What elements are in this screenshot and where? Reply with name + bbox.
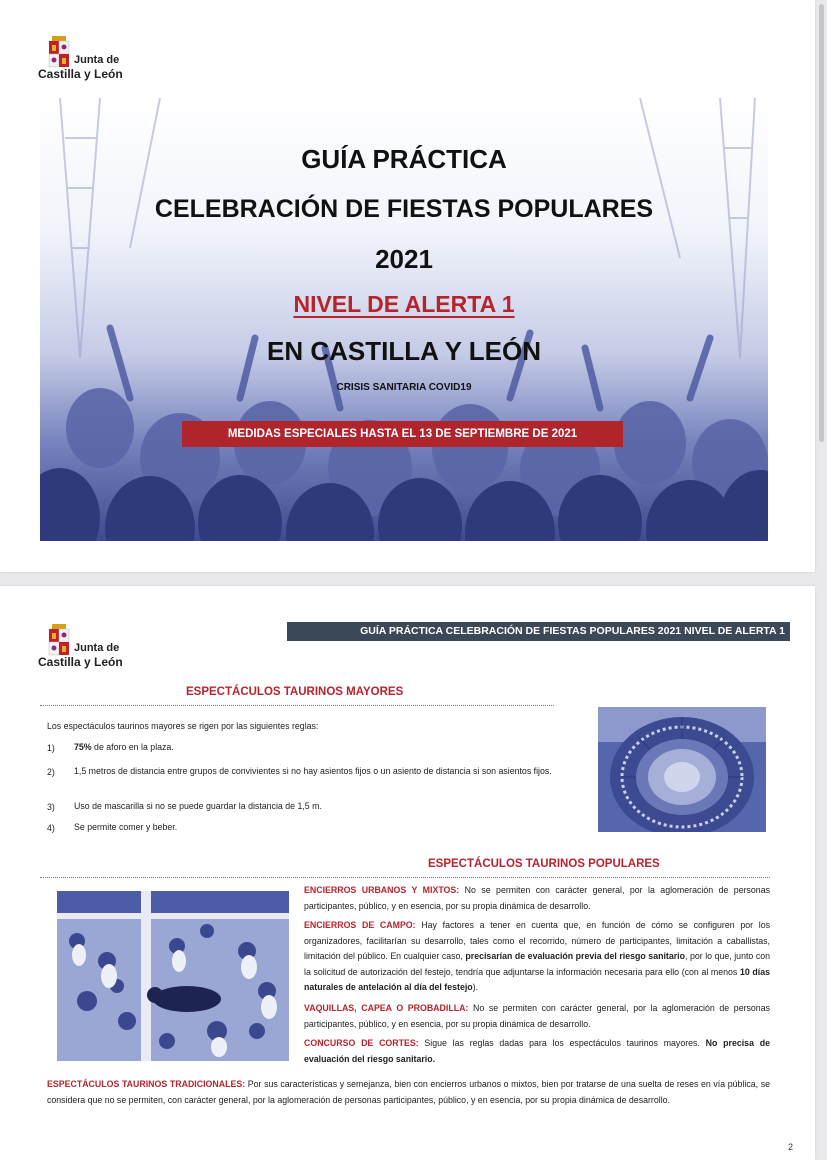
page-number: 2	[788, 1142, 794, 1152]
encierro-photo	[57, 891, 289, 1061]
section1-intro: Los espectáculos taurinos mayores se rigen por las siguientes reglas:	[47, 721, 319, 731]
bullring-photo	[598, 707, 766, 832]
section-divider	[40, 705, 554, 706]
encierros-urbanos-paragraph: ENCIERROS URBANOS Y MIXTOS: No se permiten con carácter general, por la aglomeración de personas participantes, público, y en esencia, por su propia dinámica de desarrollo.	[304, 885, 770, 911]
document-header-bar: GUÍA PRÁCTICA CELEBRACIÓN DE FIESTAS POPULARES 2021 NIVEL DE ALERTA 1	[287, 622, 790, 641]
cover-year: 2021	[375, 244, 433, 274]
list-item-number: 2)	[47, 767, 55, 777]
list-item-number: 4)	[47, 823, 55, 833]
section-divider	[40, 877, 770, 878]
logo-line2: Castilla y León	[38, 655, 123, 669]
section-taurinos-mayores-title: ESPECTÁCULOS TAURINOS MAYORES	[186, 686, 404, 698]
logo-line1: Junta de	[74, 54, 120, 66]
cover-title-guia: GUÍA PRÁCTICA	[301, 144, 507, 174]
list-item: 1,5 metros de distancia entre grupos de convivientes si no hay asientos fijos o un asiento de distancia si son asientos fijos.	[74, 766, 552, 776]
junta-logo	[38, 36, 148, 86]
tradicionales-paragraph: ESPECTÁCULOS TAURINOS TRADICIONALES: Por sus características y semejanza, bien con encierros urbanos o mixtos, bien por tratarse de una suelta de reses en vía pública, se considera que no se permiten, con carácter general, por la aglomeración de personas participantes, público, y en esencia, por su propia dinámica de desarrollo.	[47, 1079, 770, 1105]
castilla-leon-shield-icon	[48, 624, 70, 658]
castilla-leon-shield-icon	[48, 36, 70, 70]
concurso-cortes-paragraph: CONCURSO DE CORTES: Sigue las reglas dadas para los espectáculos taurinos mayores. No precisa de evaluación del riesgo sanitario.	[304, 1038, 770, 1064]
content-page	[0, 586, 815, 1160]
list-item-number: 1)	[47, 743, 55, 753]
section-taurinos-populares-title: ESPECTÁCULOS TAURINOS POPULARES	[428, 858, 660, 870]
scrollbar[interactable]	[819, 4, 824, 442]
list-item: Uso de mascarilla si no se puede guardar la distancia de 1,5 m.	[74, 801, 322, 811]
vaquillas-paragraph: VAQUILLAS, CAPEA O PROBADILLA: No se permiten con carácter general, por la aglomeración de personas participantes, público, y en esencia, por su propia dinámica de desarrollo.	[304, 1003, 770, 1029]
cover-crowd-image	[40, 98, 768, 541]
cover-page	[0, 0, 815, 572]
encierros-campo-paragraph: ENCIERROS DE CAMPO: Hay factores a tener en cuenta que, en función de cómo se configuren por los organizadores, facilitarían su desarrollo, tales como el recorrido, número de participantes, limitación a caballistas, limitación del público. En cualquier caso, precisarían de evaluación previa del riesgo sanitario, por lo que, junto con la solicitud de autorización del festejo, tendría que adjuntarse la información necesaria para ello (con al menos 10 días naturales de antelación al día del festejo).	[304, 920, 771, 993]
logo-line1: Junta de	[74, 642, 120, 654]
list-item-number: 3)	[47, 802, 55, 812]
cover-alert-level: NIVEL DE ALERTA 1	[293, 291, 515, 317]
cover-crisis: CRISIS SANITARIA COVID19	[336, 382, 472, 393]
cover-region: EN CASTILLA Y LEÓN	[267, 336, 541, 366]
list-item: Se permite comer y beber.	[74, 822, 178, 832]
cover-title-celebracion: CELEBRACIÓN DE FIESTAS POPULARES	[154, 195, 654, 223]
logo-line2: Castilla y León	[38, 67, 123, 81]
cover-banner: MEDIDAS ESPECIALES HASTA EL 13 DE SEPTIEMBRE DE 2021	[182, 421, 623, 447]
junta-logo	[38, 624, 148, 674]
list-item: 75% de aforo en la plaza.	[74, 742, 174, 752]
